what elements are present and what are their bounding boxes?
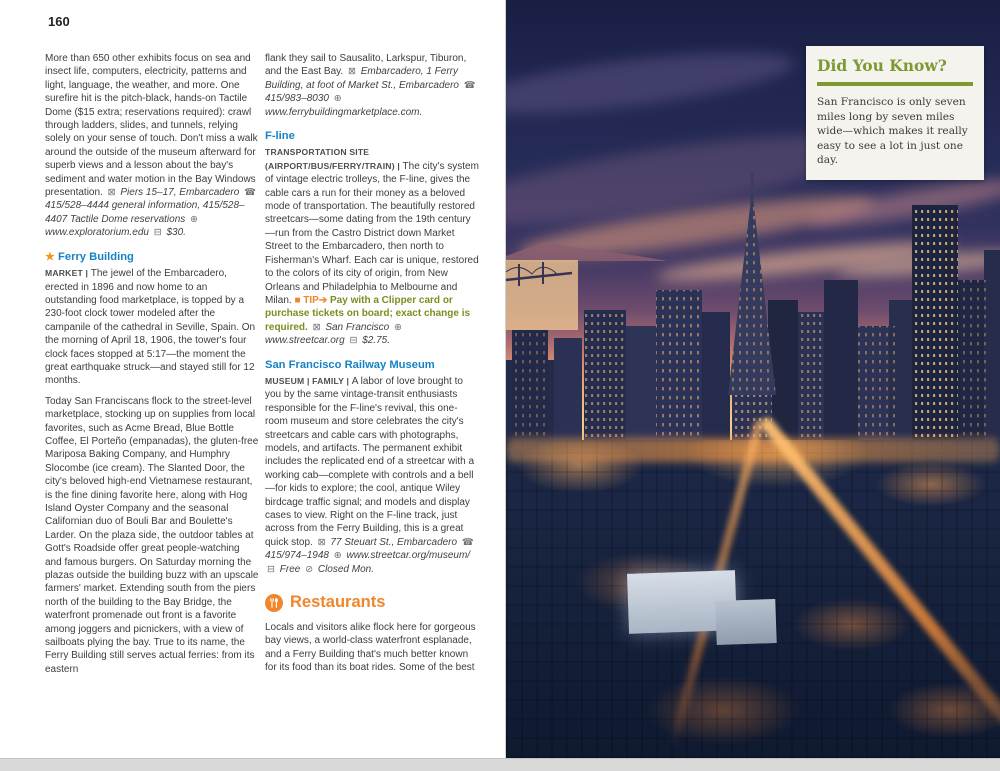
text-run: The jewel of the Embarcadero, erected in 1896 and now home to an outstanding food marketplace, is topped by a 230-foot clock tower modeled after the campanile of the cathedral in Seville, Spain. On the morning of April 18, 1906, the tower's four clock faces stopped at 5:17—the moment the great earthquake struck—and stayed still for 12 months. <box>45 268 256 387</box>
poi-heading-label: F-line <box>265 130 295 143</box>
text-run: flank they sail to Sausalito, Larkspur, Tiburon, and the East Bay. <box>265 53 467 78</box>
admission-icon: ⊟ <box>153 227 162 239</box>
paragraph <box>45 395 259 677</box>
phone-icon: ☎ <box>463 79 476 91</box>
text-run: Closed Mon. <box>317 563 374 575</box>
section-heading-label: Restaurants <box>290 593 386 612</box>
paragraph <box>265 375 479 576</box>
page-bottom-edge <box>0 758 1000 771</box>
closed-icon: ⊘ <box>305 563 314 575</box>
text-run: www.ferrybuildingmarketplace.com. <box>265 106 423 118</box>
website-icon: ⊕ <box>333 93 342 105</box>
church-building <box>715 599 776 645</box>
text-run: $2.75. <box>362 335 390 347</box>
text-run: ■ TIP➔ <box>294 294 330 306</box>
address-icon: ⊠ <box>347 66 356 78</box>
phone-icon: ☎ <box>461 536 474 548</box>
website-icon: ⊕ <box>394 321 402 333</box>
green-rule <box>817 82 973 86</box>
address-icon: ⊠ <box>312 321 321 333</box>
text-run: Embarcadero, 1 Ferry Building, at foot of Market St., Embarcadero <box>265 66 459 91</box>
website-icon: ⊕ <box>333 550 342 562</box>
text-run: 415/983–8030 <box>265 93 329 105</box>
poi-heading-label: Ferry Building <box>58 250 134 263</box>
distant-hills <box>506 242 668 261</box>
text-run: MUSEUM | FAMILY | <box>265 375 352 386</box>
text-run: MARKET | <box>45 268 91 279</box>
did-you-know-title: Did You Know? <box>817 56 947 75</box>
text-run: Today San Franciscans flock to the street-level marketplace, stocking up on supplies from local favorites, such as Acme Bread, Blue Bottle Coffee, El Porteño (empanadas), the gluten-free Mariposa Baking Company, and Humphry Slocombe (ice cream). The Slanted Door, the city's beloved high-end Vietnamese restaurant, is the fine dining favorite here, along with Hog Island Oyster Company and the seasonal Californian duo of Bouli Bar and Boulette's Larder. On the plaza side, the outdoor tables at Gott's Roadside offer great people-watching and famous burgers. On Saturday morning the plazas outside the building buzz with an upscale farmers' market. Extending south from the piers north of the building to the Bay Bridge, the waterfront promenade out front is a favorite among joggers and picnickers, with a view of sailboats plying the bay. True to its name, the Ferry Building still serves actual ferries: from its eastern <box>45 395 259 675</box>
paragraph <box>265 621 479 675</box>
paragraph <box>265 52 479 119</box>
text-run: San Francisco <box>325 321 390 333</box>
website-icon: ⊕ <box>190 213 199 225</box>
admission-icon: ⊟ <box>267 563 275 575</box>
star-icon: ★ <box>45 250 56 263</box>
admission-icon: ⊟ <box>349 335 358 347</box>
poi-heading-sf-railway-museum <box>265 359 479 372</box>
text-column-2 <box>265 52 479 682</box>
did-you-know-text: San Francisco is only seven miles long by seven miles wide—which makes it really easy to see a lot in just one day. <box>817 96 968 167</box>
text-column-1 <box>45 52 259 683</box>
text-run: Free <box>279 563 301 575</box>
text-run: www.exploratorium.edu <box>45 227 149 239</box>
phone-icon: ☎ <box>244 187 256 199</box>
text-run: 77 Steuart St., Embarcadero <box>330 536 458 548</box>
text-run: A labor of love brought to you by the same vintage-transit enthusiasts responsible for the F-line's revival, this one-room museum and store celebrates the city's streetcars and cable cars with photographs, models, and artifacts. The permanent exhibit includes the replicated end of a streetcar with a working cab—complete with controls and a bell—for kids to explore; the cool, antique Wiley birdcage traffic signal; and models and display cases to view. Right on the F-line track, just across from the Ferry Building, this is a great quick stop. <box>265 375 475 548</box>
paragraph <box>45 267 259 388</box>
text-run: 415/974–1948 <box>265 550 329 562</box>
did-you-know-box <box>806 46 984 180</box>
address-icon: ⊠ <box>317 536 326 548</box>
text-run: 415/528–4444 general information, 415/528–4407 Tactile Dome reservations <box>45 200 245 225</box>
poi-heading-label: San Francisco Railway Museum <box>265 358 435 371</box>
text-run: Locals and visitors alike flock here for gorgeous bay views, a world-class waterfront esplanade, and a Ferry Building that's much better known for its food than its boat rides. Some of the best <box>265 622 476 674</box>
guidebook-text-page <box>0 0 502 758</box>
text-run: The city's system of vintage electric trolleys, the F-line, gives the cable cars a run for their money as a beloved mode of transportation. The beautifully restored streetcars—some dating from the 19th century—run from the Castro District down Market Street to the Embarcadero, then north to Fisherman's Wharf. Each car is unique, restored to the colors of its city of origin, from New Orleans and Philadelphia to Melbourne and Milan. <box>265 160 479 306</box>
address-icon: ⊠ <box>107 187 116 199</box>
poi-heading-ferry-building <box>45 251 259 264</box>
text-run: TRANSPORTATION SITE (AIRPORT/BUS/FERRY/TRAIN) | <box>265 147 403 171</box>
poi-heading-f-line <box>265 130 479 143</box>
restaurants-icon <box>265 594 283 612</box>
text-run: $30. <box>166 227 186 239</box>
paragraph <box>45 52 259 240</box>
text-run: Piers 15–17, Embarcadero <box>120 187 240 199</box>
text-run: Pay with a Clipper card or purchase tickets on board; exact change is required. <box>265 294 471 333</box>
text-run: More than 650 other exhibits focus on sea and insect life, computers, electricity, patterns and light, language, the weather, and more. One surefire hit is the pitch-black, hands-on Tactile Dome ($15 extra; reservations required): crawl through ladders, slides, and tunnels, relying solely on your sense of touch. Don't miss a walk around the outside of the museum afterward for superb views and a lesson about the bay's sediment and water motion in the Bay Windows presentation. <box>45 53 258 199</box>
text-run: www.streetcar.org <box>265 335 345 347</box>
section-heading-restaurants <box>265 594 479 612</box>
page-number: 160 <box>48 14 70 29</box>
text-run: www.streetcar.org/museum/ <box>346 550 471 562</box>
san-francisco-skyline-photo <box>506 0 1000 758</box>
paragraph <box>265 146 479 347</box>
